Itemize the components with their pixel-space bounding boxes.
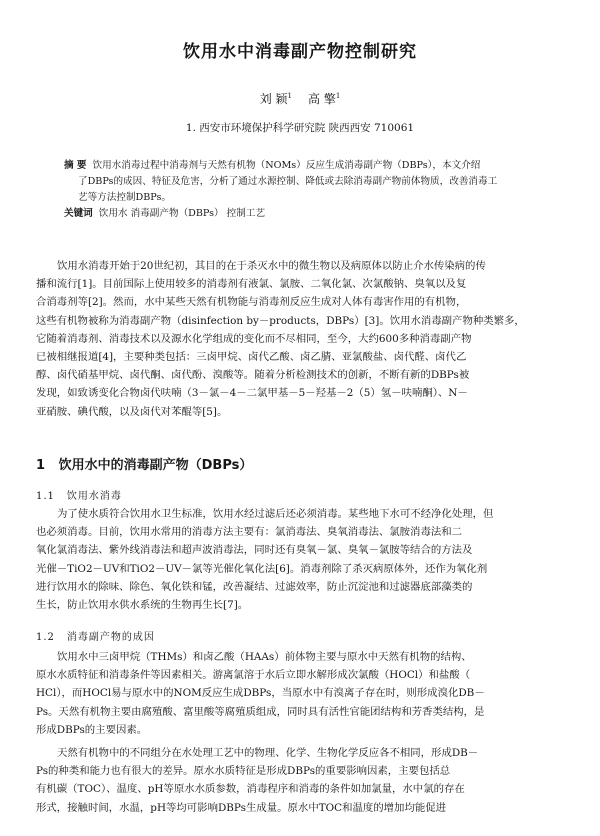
affiliation-number: 1.	[185, 122, 196, 134]
affiliation-text: 西安市环境保护科学研究院 陕西西安 710061	[199, 122, 415, 134]
subsection-1-2-paragraph-2	[36, 744, 568, 817]
section-title: 饮用水中的消毒副产物（DBPs）	[58, 458, 253, 473]
text-line: 氧化氯消毒法、紫外线消毒法和超声波消毒法，同时还有臭氧－氯、臭氧－氯胺等结合的方法及	[36, 544, 473, 557]
author-2: 高 擎	[308, 92, 336, 106]
text-line: 醇、卤代硝基甲烷、卤代酮、卤代酚、溴酸等。随着分析检测技术的创新，不断有新的DBPs被	[36, 369, 470, 382]
text-line: 形式，接触时间，水温，pH等均可影响DBPs生成量。原水中TOC和温度的增加均能促进	[36, 801, 447, 814]
keywords-text: 饮用水 消毒副产物（DBPs） 控制工艺	[98, 208, 266, 219]
text-line: 亚硝胺、碘代酸，以及卤代对苯醌等[5]。	[36, 405, 228, 418]
subsection-1-2-paragraph-1	[36, 648, 568, 739]
keywords-label: 关键词	[64, 208, 93, 219]
text-line: 原水水质特征和消毒条件等因素相关。游离氯溶于水后立即水解形成次氯酸（HOCl）和盐酸（	[36, 669, 471, 682]
abstract-line: 了DBPs的成因、特征及危害，分析了通过水源控制、降低或去除消毒副产物前体物质，改善消毒工	[78, 176, 498, 187]
abstract-label: 摘 要	[64, 160, 87, 171]
text-line: 饮用水中三卤甲烷（THMs）和卤乙酸（HAAs）前体物主要与原水中天然有机物的结构、	[57, 651, 472, 663]
subsection-title: 消毒副产物的成因	[66, 632, 155, 643]
subsection-1-1-paragraph	[36, 505, 568, 614]
abstract-block	[64, 158, 550, 222]
section-number: 1	[36, 458, 46, 473]
abstract-line: 艺等方法控制DBPs。	[78, 192, 172, 203]
text-line: 饮用水消毒开始于20世纪初，其目的在于杀灭水中的微生物以及病原体以防止介水传染病的传	[57, 260, 486, 272]
subsection-heading-1-1	[36, 487, 122, 502]
text-line: 也必须消毒。目前，饮用水常用的消毒方法主要有：氯消毒法、臭氧消毒法、氯胺消毒法和二	[36, 526, 463, 539]
section-heading-1	[36, 454, 252, 473]
intro-paragraph	[36, 257, 568, 421]
text-line: HCl），而HOCl易与原水中的NOM反应生成DBPs，当原水中有溴离子存在时，则形成溴化DB－	[36, 687, 485, 700]
abstract-line: 饮用水消毒过程中消毒剂与天然有机物（NOMs）反应生成消毒副产物（DBPs），本文介绍	[92, 160, 481, 171]
text-line: Ps。天然有机物主要由腐殖酸、富里酸等腐殖质组成，同时具有活性官能团结构和芳香类结构，是	[36, 705, 485, 718]
author-1-sup: 1	[287, 92, 292, 100]
text-line: 生长，防止饮用水供水系统的生物再生长[7]。	[36, 598, 249, 611]
affiliation	[0, 120, 600, 135]
text-line: 有机碳（TOC）、温度、pH等原水水质参数，消毒程序和消毒的条件如加氯量，水中氯的存在	[36, 783, 465, 796]
paper-title: 饮用水中消毒副产物控制研究	[183, 42, 417, 62]
text-line: Ps的种类和能力也有很大的差异。原水水质特征是形成DBPs的重要影响因素，主要包括总	[36, 765, 451, 778]
text-line: 为了使水质符合饮用水卫生标准，饮用水经过滤后还必须消毒。某些地下水可不经净化处理，但	[57, 508, 494, 520]
subsection-number: 1.2	[36, 632, 55, 643]
text-line: 天然有机物中的不同组分在水处理工艺中的物理、化学、生物化学反应各不相同，形成DB－	[57, 747, 479, 759]
text-line: 形成DBPs的主要因素。	[36, 723, 148, 736]
text-line: 播和流行[1]。目前国际上使用较多的消毒剂有液氯、氯胺、二氧化氯、次氯酸钠、臭氧以及复	[36, 278, 467, 291]
text-line: 已被相继报道[4]，主要种类包括：三卤甲烷、卤代乙酸、卤乙腈、亚氯酸盐、卤代醛、卤代乙	[36, 350, 467, 363]
subsection-number: 1.1	[36, 491, 55, 502]
text-line: 进行饮用水的除味、除色、氧化铁和锰，改善凝结、过滤效率，防止沉淀池和过滤器底部藻类的	[36, 580, 473, 593]
text-line: 光催－TiO2－UV和TiO2－UV－氯等光催化氧化法[6]。消毒剂除了杀灭病原体外，还作为氧化剂	[36, 562, 488, 575]
text-line: 这些有机物被称为消毒副产物（disinfection by－products，DBPs）[3]。饮用水消毒副产物种类繁多，	[36, 314, 525, 327]
author-list	[0, 90, 600, 107]
author-1: 刘 颖	[259, 92, 288, 106]
author-2-sup: 1	[335, 92, 341, 100]
text-line: 发现，如致诱变化合物卤代呋喃（3－氯－4－二氯甲基－5－羟基－2（5）氢－呋喃酮）、N－	[36, 387, 468, 400]
subsection-title: 饮用水消毒	[66, 491, 122, 502]
subsection-heading-1-2	[36, 628, 155, 643]
text-line: 它随着消毒剂、消毒技术以及源水化学组成的变化而不尽相同，至今，大约600多种消毒副产物	[36, 332, 472, 345]
text-line: 合消毒剂等[2]。然而，水中某些天然有机物能与消毒剂反应生成对人体有毒害作用的有机物，	[36, 296, 467, 309]
